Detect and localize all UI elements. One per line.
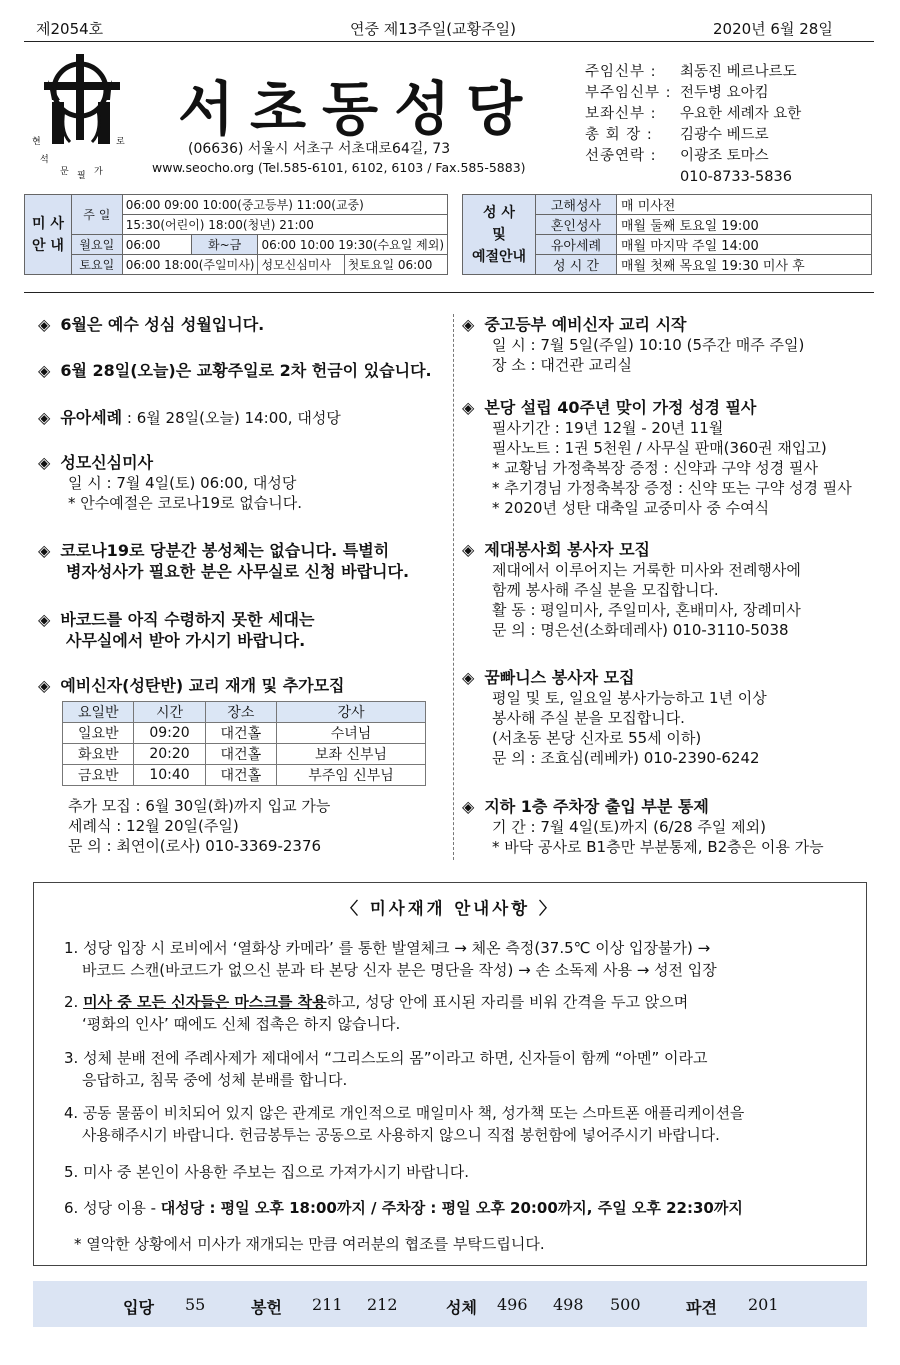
sacrament-name: 유아세례 <box>536 235 617 255</box>
church-name: 서초동성당 <box>178 75 539 143</box>
notice-marian-mass: ◈ 성모신심미사 일 시 : 7월 4일(토) 06:00, 대성당 * 안수예절은 코로나19로 없습니다. <box>38 453 303 512</box>
mass-schedule-table <box>24 194 448 275</box>
weekday-times: 06:00 10:00 19:30(수요일 제외) <box>258 235 448 255</box>
sunday-label: 주 일 <box>71 195 122 235</box>
svg-text:필: 필 <box>77 171 86 180</box>
notice-home-communion: ◈ 코로나19로 당분간 봉성체는 없습니다. 특별히 병자성사가 필요한 분은 사무실로 신청 바랍니다. <box>38 541 410 581</box>
notice-papal-collection: ◈ 6월 28일(오늘)은 교황주일로 2차 헌금이 있습니다. <box>38 361 432 380</box>
diamond-bullet-icon: ◈ <box>38 361 51 380</box>
notice-bible-transcription: ◈ 본당 설립 40주년 맞이 가정 성경 필사 필사기간 : 19년 12월 - 20년 11월 필사노트 : 1권 5천원 / 사무실 판매(360권 재입고) * 교황님 가정축복장 증정 : 신약과 구약 성경 필사 * 추기경님 가정축복장 증정 : 신약 또는 구약 성경 필사 * 2020년 성탄 대축일 교중미사 중 수여식 <box>462 398 852 517</box>
notice-item-4: 4. 공동 물품이 비치되어 있지 않은 관계로 개인적으로 매일미사 책, 성가책 또는 스마트폰 애플리케이션을 사용해주시기 바랍니다. 헌금봉투는 공동으로 사용하지 않으니 직접 봉헌함에 넣어주시기 바랍니다. <box>64 1105 745 1144</box>
stat-value-communion-1: 496 <box>497 1295 528 1314</box>
stat-value-offering-1: 211 <box>312 1295 343 1314</box>
catechism-header: 강사 <box>277 702 426 723</box>
catechism-header: 장소 <box>205 702 276 723</box>
notice-parking-control: ◈ 지하 1층 주차장 출입 부분 통제 기 간 : 7월 4일(토)까지 (6/28 주일 제외) * 바닥 공사로 B1층만 부분통제, B2층은 이용 가능 <box>462 797 824 856</box>
diamond-bullet-icon: ◈ <box>38 453 51 472</box>
cross-logo-icon <box>30 50 140 180</box>
weekday-label: 화~금 <box>191 235 258 255</box>
stat-value-communion-2: 498 <box>553 1295 584 1314</box>
notice-item-1: 1. 성당 입장 시 로비에서 ‘열화상 카메라’ 를 통한 발열체크 → 체온 측정(37.5℃ 이상 입장불가) → 바코드 스캔(바코드가 없으신 분과 타 본당 신자 분은 명단을 작성) → 손 소독제 사용 → 성전 입장 <box>64 939 717 979</box>
catechism-table <box>62 701 426 786</box>
staff-row: 부주임신부 : 전두병 요아킴 <box>585 85 769 101</box>
issue-number: 제2054호 <box>36 20 104 38</box>
svg-text:현: 현 <box>32 137 41 147</box>
stat-label-communion: 성체 <box>446 1298 477 1317</box>
sacrament-name: 혼인성사 <box>536 215 617 235</box>
diamond-bullet-icon: ◈ <box>462 797 475 816</box>
diamond-bullet-icon: ◈ <box>38 315 51 334</box>
notice-catechumen: ◈ 예비신자(성탄반) 교리 재개 및 추가모집 <box>38 676 345 695</box>
stat-label-dismissal: 파견 <box>686 1298 717 1317</box>
staff-row: 선종연락 : 이광조 토마스 <box>585 148 769 164</box>
diamond-bullet-icon: ◈ <box>38 541 51 560</box>
table-row: 금요반 10:40 대건홀 부주임 신부님 <box>63 765 426 786</box>
parish-logo <box>30 50 140 180</box>
monday-time: 06:00 <box>122 235 191 255</box>
notice-footnote: * 열악한 상황에서 미사가 재개되는 만큼 여러분의 협조를 부탁드립니다. <box>74 1235 545 1253</box>
staff-row: 010-8733-5836 <box>680 169 792 185</box>
diamond-bullet-icon: ◈ <box>462 540 475 559</box>
table-row: 일요반 09:20 대건홀 수녀님 <box>63 723 426 744</box>
notice-item-5: 5. 미사 중 본인이 사용한 주보는 집으로 가져가시기 바랍니다. <box>64 1163 469 1181</box>
first-saturday-time: 첫토요일 06:00 <box>344 255 447 275</box>
church-contact: www.seocho.org (Tel.585-6101, 6102, 6103 / Fax.585-5883) <box>152 160 526 175</box>
stat-value-offering-2: 212 <box>367 1295 398 1314</box>
attendance-stats-bar <box>33 1281 867 1327</box>
diamond-bullet-icon: ◈ <box>462 668 475 687</box>
table-row: 화요반 20:20 대건홀 보좌 신부님 <box>63 744 426 765</box>
staff-row: 보좌신부 : 우요한 세례자 요한 <box>585 106 802 122</box>
diamond-bullet-icon: ◈ <box>462 398 475 417</box>
sacrament-time: 매월 마지막 주일 14:00 <box>617 235 872 255</box>
sacraments-table <box>462 194 872 275</box>
liturgical-week: 연중 제13주일(교황주일) <box>350 20 516 38</box>
svg-text:가: 가 <box>94 167 103 177</box>
sacrament-name: 성 시 간 <box>536 255 617 275</box>
catechism-header: 시간 <box>134 702 205 723</box>
mass-resumption-notice <box>33 882 867 1266</box>
notice-item-2: 2. 미사 중 모든 신자들은 마스크를 착용하고, 성당 안에 표시된 자리를 비워 간격을 두고 앉으며 ‘평화의 인사’ 때에도 신체 접촉은 하지 않습니다. <box>64 993 689 1033</box>
notice-altar-servers: ◈ 제대봉사회 봉사자 모집 제대에서 이루어지는 거룩한 미사와 전례행사에 함께 봉사해 주실 분을 모집합니다. 활 동 : 평일미사, 주일미사, 혼배미사, 장례미사 문 의 : 명은선(소화데레사) 010-3110-5038 <box>462 540 801 639</box>
stat-value-dismissal: 201 <box>748 1295 779 1314</box>
sunday-times-2: 15:30(어린이) 18:00(청년) 21:00 <box>122 215 447 235</box>
notice-item-3: 3. 성체 분배 전에 주례사제가 제대에서 “그리스도의 몸”이라고 하면, 신자들이 함께 “아멘” 이라고 응답하고, 침묵 중에 성체 분배를 합니다. <box>64 1049 708 1089</box>
notice-compagnis-volunteers: ◈ 꿈빠니스 봉사자 모집 평일 및 토, 일요일 봉사가능하고 1년 이상 봉사해 주실 분을 모집합니다. (서초동 본당 신자로 55세 이하) 문 의 : 조효심(레베카) 010-2390-6242 <box>462 668 767 767</box>
notice-sacred-heart: ◈ 6월은 예수 성심 성월입니다. <box>38 315 265 334</box>
stat-value-entrance: 55 <box>185 1295 206 1314</box>
staff-row: 총 회 장 : 김광수 베드로 <box>585 127 769 143</box>
diamond-bullet-icon: ◈ <box>38 610 51 629</box>
svg-text:문: 문 <box>60 167 69 177</box>
column-divider <box>453 314 454 860</box>
stat-value-communion-3: 500 <box>610 1295 641 1314</box>
monday-label: 월요일 <box>71 235 122 255</box>
section-divider <box>24 292 874 293</box>
header-divider <box>24 41 874 42</box>
diamond-bullet-icon: ◈ <box>38 676 51 695</box>
notice-youth-catechism: ◈ 중고등부 예비신자 교리 시작 일 시 : 7월 5일(주일) 10:10 (5주간 매주 주일) 장 소 : 대건관 교리실 <box>462 315 805 374</box>
catechism-header: 요일반 <box>63 702 134 723</box>
notice-infant-baptism: ◈ 유아세례 : 6월 28일(오늘) 14:00, 대성당 <box>38 408 341 427</box>
notice-item-6: 6. 성당 이용 - 대성당 : 평일 오후 18:00까지 / 주차장 : 평일 오후 20:00까지, 주일 오후 22:30까지 <box>64 1199 743 1217</box>
church-address: (06636) 서울시 서초구 서초대로64길, 73 <box>188 141 451 157</box>
saturday-marian-label: 성모신심미사 <box>258 255 344 275</box>
bulletin-date: 2020년 6월 28일 <box>713 20 833 38</box>
saturday-label: 토요일 <box>71 255 122 275</box>
sunday-times-1: 06:00 09:00 10:00(중고등부) 11:00(교중) <box>122 195 447 215</box>
catechumen-details: 추가 모집 : 6월 30일(화)까지 입교 가능 세례식 : 12월 20일(주일) 문 의 : 최연이(로사) 010-3369-2376 <box>68 797 331 855</box>
staff-list <box>585 62 801 188</box>
staff-row: 주임신부 : 최동진 베르나르도 <box>585 64 797 80</box>
mass-schedule-label: 미 사 안 내 <box>25 195 72 275</box>
notice-barcode: ◈ 바코드를 아직 수령하지 못한 세대는 사무실에서 받아 가시기 바랍니다. <box>38 610 315 650</box>
diamond-bullet-icon: ◈ <box>38 408 51 427</box>
sacrament-time: 매월 첫째 목요일 19:30 미사 후 <box>617 255 872 275</box>
diamond-bullet-icon: ◈ <box>462 315 475 334</box>
notice-title: 〈 미사재개 안내사항 〉 <box>341 899 559 918</box>
sacrament-time: 매 미사전 <box>617 195 872 215</box>
saturday-times: 06:00 18:00(주일미사) <box>122 255 258 275</box>
stat-label-entrance: 입당 <box>123 1298 154 1317</box>
sacrament-time: 매월 둘째 토요일 19:00 <box>617 215 872 235</box>
sacraments-label: 성 사 및 예절안내 <box>463 195 536 275</box>
sacrament-name: 고해성사 <box>536 195 617 215</box>
svg-text:석: 석 <box>40 155 49 165</box>
svg-text:로: 로 <box>116 137 125 147</box>
stat-label-offering: 봉헌 <box>251 1298 282 1317</box>
